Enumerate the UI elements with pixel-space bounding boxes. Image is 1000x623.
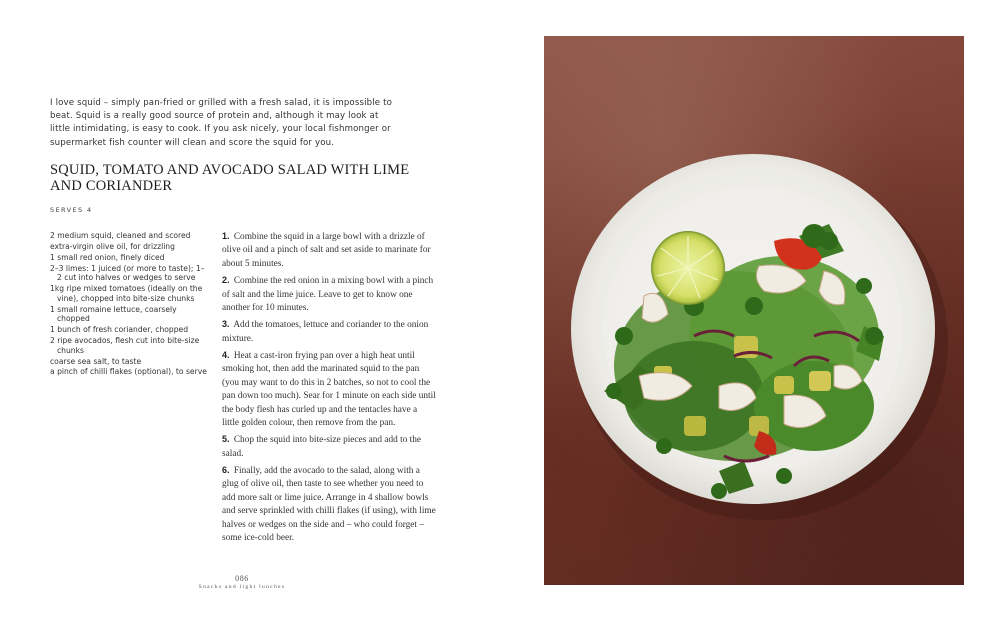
- method-steps: [222, 230, 436, 548]
- ingredient-item: 1 bunch of fresh coriander, chopped: [50, 325, 189, 335]
- step-number: 2.: [222, 275, 230, 286]
- serves-label: SERVES 4: [50, 206, 93, 214]
- salad-photo: [544, 36, 964, 585]
- page-number: 086: [235, 574, 249, 583]
- step-text: Combine the squid in a large bowl with a drizzle of olive oil and a pinch of salt and set aside to marinate for about 5 minutes.: [222, 232, 431, 269]
- ingredient-item: 1kg ripe mixed tomatoes (ideally on the vine), chopped into bite-size chunks: [50, 284, 203, 303]
- ingredient-item: coarse sea salt, to taste: [50, 356, 142, 366]
- intro-paragraph: I love squid – simply pan-fried or grilled with a fresh salad, it is impossible to beat. Squid is a really good source of protein and, although it may look at little intimidating, is easy to cook. If you ask nicely, your local fishmonger or supermarket fish counter will clean and score the squid for you.: [50, 98, 393, 148]
- step-text: Heat a cast-iron frying pan over a high heat until smoking hot, then add the marinated squid to the pan (you may want to do this in 2 batches, so not to cool the pan down too much). Sear for 1 minute on each side until the body flesh has curled up and the tentacles have a little golden colour, then remove from the pan.: [222, 350, 436, 428]
- ingredient-item: extra-virgin olive oil, for drizzling: [50, 241, 175, 251]
- page-footer: [183, 574, 301, 590]
- step-text: Finally, add the avocado to the salad, along with a glug of olive oil, then taste to see whether you need to add more salt or lime juice. Arrange in 4 shallow bowls and serve sprinkled with chilli flakes (if using), with lime halves or wedges on the side and – who could forget – some ice-cold beer.: [222, 465, 436, 543]
- step-number: 1.: [222, 231, 230, 241]
- ingredient-item: 2 medium squid, cleaned and scored: [50, 231, 191, 240]
- ingredient-item: 2–3 limes: 1 juiced (or more to taste); 1–2 cut into halves or wedges to serve: [50, 263, 205, 283]
- method-step: [222, 464, 436, 545]
- ingredient-item: 1 small red onion, finely diced: [50, 252, 165, 262]
- method-step: [222, 230, 436, 271]
- method-step: [222, 274, 436, 315]
- section-title: Snacks and light lunches: [198, 584, 286, 590]
- step-number: 6.: [222, 464, 230, 475]
- ingredient-item: 1 small romaine lettuce, coarsely chopped: [50, 304, 177, 324]
- ingredient-item: a pinch of chilli flakes (optional), to serve: [50, 367, 207, 377]
- step-number: 5.: [222, 434, 230, 445]
- step-text: Chop the squid into bite-size pieces and add to the salad.: [222, 435, 422, 459]
- ingredient-item: 2 ripe avocados, flesh cut into bite-size chunks: [50, 336, 200, 355]
- method-step: [222, 349, 436, 430]
- recipe-title: SQUID, TOMATO AND AVOCADO SALAD WITH LIME AND CORIANDER: [50, 162, 410, 194]
- step-text: Add the tomatoes, lettuce and coriander to the onion mixture.: [222, 320, 429, 344]
- method-step: [222, 318, 436, 346]
- step-number: 3.: [222, 319, 230, 330]
- method-step: [222, 433, 436, 461]
- step-text: Combine the red onion in a mixing bowl with a pinch of salt and the lime juice. Leave to get to know one another for 10 minutes.: [222, 276, 434, 313]
- salad-plate-illustration: [544, 36, 964, 585]
- ingredients-list: [50, 231, 208, 378]
- step-number: 4.: [222, 349, 230, 360]
